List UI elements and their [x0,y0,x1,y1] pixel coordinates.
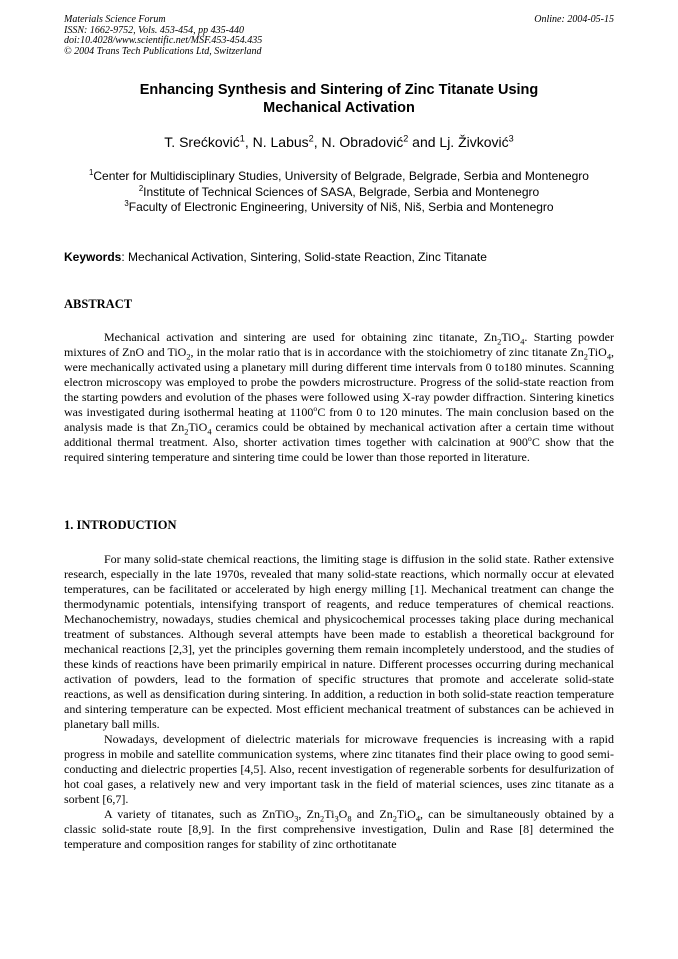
author-3: , N. Obradović [313,134,404,150]
intro-paragraph-3 [64,807,614,852]
introduction-body [64,552,614,852]
subscript: 4 [207,427,212,437]
doi-link[interactable]: doi:10.4028/www.scientific.net/MSF.453-454.435 [64,35,263,46]
affiliation-3 [80,200,598,216]
affiliation-1 [80,169,598,185]
title-line-1: Enhancing Synthesis and Sintering of Zinc Titanate Using [139,82,539,98]
subscript: 2 [186,352,191,362]
abstract-text: Mechanical activation and sintering are used for obtaining zinc titanate, Zn [104,330,498,344]
affiliation-2-text: Institute of Technical Sciences of SASA, Belgrade, Serbia and Montenegro [143,184,540,199]
abstract-body [64,330,614,465]
keywords-label: Keywords [64,250,122,264]
abstract-text: . Starting powder mixtures of ZnO and TiO [64,330,614,359]
superscript: o [313,404,318,413]
abstract-text: , in the molar ratio that is in accordance with the stoichiometry of zinc titanate Zn [190,345,584,359]
abstract-text: TiO [501,330,521,344]
author-list [64,133,614,151]
intro-paragraph-1: For many solid-state chemical reactions, the limiting stage is diffusion in the solid state. Rather extensive research, especially in the late 1970s, revealed that many solid-state reactions, which normally occur at elevated temperatures, can be facilitated or accelerated by high energy milling [1]. Mechanical treatment can change the thermodynamic potentials, intensifying transport of reagents, and reduce temperatures of chemical reactions. Mechanochemistry, nowadays, studies chemical and physicochemical processes taking place during mechanical treatment of substances. Although several attempts have been made to establish a theoretical background for mechanical reactions [2,3], yet the principles governing them remain incompletely understood, and the studies of these kinds of reactions have been primarily empirical in nature. Different processes occurring during mechanical activation of powders, lead to the formation of specific structures that promote and accelerate solid-state reactions, as well as densification during sintering. In addition, a reduction in both solid-state reaction temperature and sintering temperature can be expected. Most efficient mechanical treatment of substances can be achieved in planetary ball mills. [64,552,614,731]
author-1-affil: 1 [239,133,245,144]
affiliation-2-mark: 2 [138,183,144,193]
subscript: 3 [294,814,299,824]
subscript: 3 [334,814,339,824]
abstract-text: C from 0 to 120 minutes. The main conclusion based on the analysis made is that Zn [64,405,614,434]
introduction-heading: 1. INTRODUCTION [64,518,177,532]
abstract-paragraph [64,330,614,465]
intro-text: , can be simultaneously obtained by a classic solid-state route [8,9]. In the first comprehensive investigation, Dulin and Rase [8] determined the temperature and composition ranges for stability of zinc orthotitanate [64,807,614,851]
affiliations [80,169,598,216]
abstract-heading: ABSTRACT [64,297,133,311]
online-date: Online: 2004-05-15 [534,14,614,25]
subscript: 4 [415,814,421,824]
affiliation-2 [80,185,598,201]
affiliation-3-mark: 3 [124,199,129,208]
subscript: 8 [347,814,352,824]
subscript: 2 [184,427,189,437]
subscript: 2 [320,814,325,824]
author-2: , N. Labus [244,134,309,150]
abstract-text: ceramics could be obtained by mechanical activation after a certain time without additional thermal treatment. Also, shorter activation times together with calcination at 900 [64,420,614,449]
subscript: 2 [583,352,588,362]
intro-text: and Zn [351,807,393,821]
intro-paragraph-2: Nowadays, development of dielectric materials for microwave frequencies is increasing with a rapid progress in mobile and satellite communication systems, where zinc titanates find their place owing to good semi-conducting and dielectric properties [4,5]. Also, recent investigation of regenerable sorbents for desulfurization of hot coal gases, a relatively new and very important task in the field of material sciences, uses zinc titanate as a sorbent [6,7]. [64,732,614,806]
keywords [64,250,614,265]
subscript: 2 [497,337,502,347]
journal-header [64,15,262,57]
intro-text: TiO [396,807,416,821]
keywords-text: : Mechanical Activation, Sintering, Solid-state Reaction, Zinc Titanate [121,250,487,264]
paper-title [64,82,614,117]
intro-text: , Zn [298,807,321,821]
affiliation-1-text: Center for Multidisciplinary Studies, University of Belgrade, Belgrade, Serbia and Montenegro [93,169,589,183]
author-2-affil: 2 [308,133,314,144]
superscript: o [527,434,532,443]
subscript: 4 [520,337,525,347]
copyright-line: © 2004 Trans Tech Publications Ltd, Switzerland [64,45,262,57]
author-1: T. Srećković [164,134,240,150]
intro-text: O [338,807,348,821]
affiliation-1-mark: 1 [89,168,94,177]
title-line-2: Mechanical Activation [263,99,415,116]
journal-name: Materials Science Forum [64,14,166,25]
subscript: 4 [606,352,611,362]
abstract-text: TiO [587,345,607,359]
subscript: 2 [392,814,397,824]
abstract-text: TiO [188,420,208,434]
abstract-text: C show that the required sintering temperature and sintering time could be lower than those reported in literature. [64,435,614,464]
abstract-text: , were mechanically activated using a planetary mill during different time intervals from 0 to180 minutes. Scanning electron microscopy was employed to probe the powders microstructure. Progress of the solid-state reaction from the starting powders and evolution of the phases were followed using X-ray powder diffraction. Sintering kinetics was investigated during isothermal heating at 1100 [64,345,614,419]
author-3-affil: 2 [403,133,409,144]
intro-text: A variety of titanates, such as ZnTiO [104,807,295,821]
issn-line: ISSN: 1662-9752, Vols. 453-454, pp 435-440 [64,24,244,36]
affiliation-3-text: Faculty of Electronic Engineering, University of Niš, Niš, Serbia and Montenegro [128,200,554,214]
author-4-affil: 3 [508,133,514,144]
author-4: and Lj. Živković [408,134,509,150]
intro-text: Ti [324,807,335,821]
